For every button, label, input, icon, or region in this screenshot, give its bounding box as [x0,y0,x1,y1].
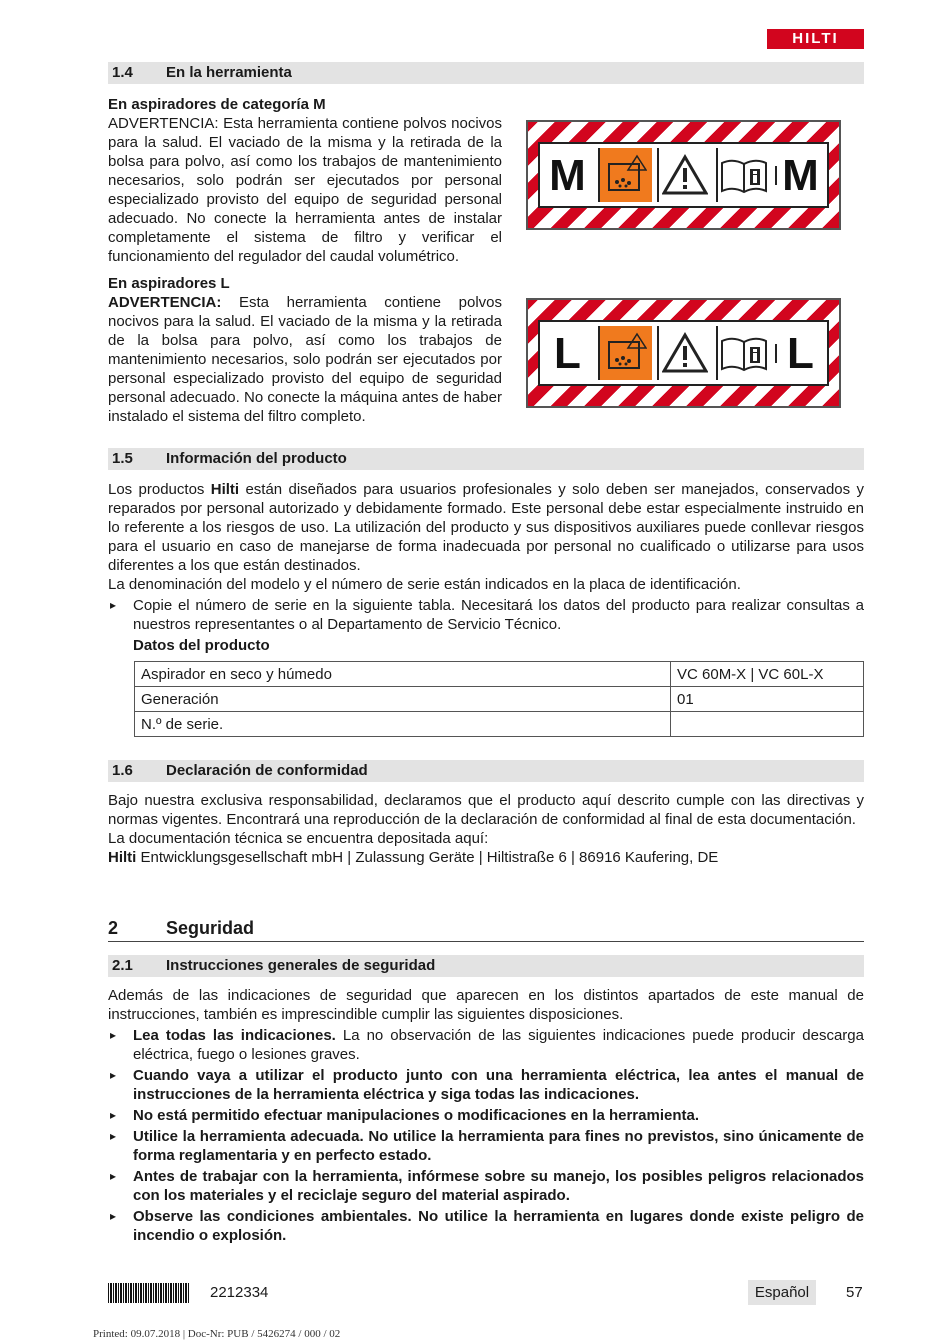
safety-instructions-block [108,986,864,1245]
m-category-subtitle: En aspiradores de categoría M [108,96,326,113]
safety-item: ▸ Observe las condiciones ambientales. No utilice la herramienta en lugares donde existe peligro de incendio o explosión. [108,1207,864,1245]
section-title: Declaración de conformidad [166,762,368,779]
brand-name: Hilti [210,481,240,498]
section-header-1-6 [108,760,864,782]
product-info-block [108,480,864,655]
chapter-number: 2 [108,918,119,938]
chapter-header-2 [108,915,864,942]
section-number: 1.5 [112,450,133,467]
chapter-title: Seguridad [166,918,255,938]
bold-text: Lea todas las indicaciones. [133,1027,336,1044]
read-manual-icon [716,326,770,380]
warning-text: Esta herramienta contiene polvos nocivos para la salud. El vaciado de la misma y la retirada de la bolsa para polvo, así como los trabajos de mantenimiento necesarios, solo podrán ser ejecutados por personal especializado provisto del equipo de seguridad personal adecuado. No conecte la máquina antes de haber instalado el sistema del filtro completo. [108,294,502,425]
warning-triangle-icon [657,148,711,202]
m-category-block [108,95,502,266]
model-info-paragraph: La denominación del modelo y el número de serie están indicados en la placa de identificación. [108,576,741,593]
l-class-sign [526,298,841,408]
warning-triangle-icon [657,326,711,380]
table-cell-value: VC 60M-X | VC 60L-X [671,662,864,687]
safety-item [108,1026,864,1064]
hilti-logo: HILTI [767,29,864,49]
address-text: Entwicklungsgesellschaft mbH | Zulassung Geräte | Hiltistraße 6 | 86916 Kaufering, DE [136,849,719,866]
product-data-title: Datos del producto [133,637,270,654]
table-cell-label: N.º de serie. [135,712,671,737]
table-row [135,712,864,737]
dust-hazard-icon [598,148,652,202]
text-span: están diseñados para usuarios profesionales y solo deben ser manejados, conservados y reparados por personal autorizado y debidamente formado. Este personal debe estar especialmente instruido en lo referente a los riesgos de uso. La utilización del producto y sus dispositivos auxiliares puede conllevar riesgos para el usuario en caso de manejarse de forma inadecuada por personal no cualificado o utilizarse para usos diferentes a los que están destinados. [108,481,864,574]
table-cell-label: Generación [135,687,671,712]
conformity-block [108,791,864,867]
page-number: 57 [846,1284,863,1301]
section-title: Información del producto [166,450,347,467]
technical-doc-paragraph: La documentación técnica se encuentra depositada aquí: [108,830,489,847]
section-number: 1.6 [112,762,133,779]
table-row [135,662,864,687]
table-cell-value: 01 [671,687,864,712]
section-title: Instrucciones generales de seguridad [166,957,436,974]
dust-hazard-icon [598,326,652,380]
l-category-subtitle: En aspiradores L [108,275,230,292]
barcode [108,1283,190,1303]
section-header-1-4 [108,62,864,84]
safety-item: ▸ Utilice la herramienta adecuada. No utilice la herramienta para fines no previstos, sino únicamente de forma reglamentaria y en perfecto estado. [108,1127,864,1165]
section-number: 2.1 [112,957,133,974]
text-span: Los productos [108,481,211,498]
table-row [135,687,864,712]
section-title: En la herramienta [166,64,292,81]
safety-item: ▸ Antes de trabajar con la herramienta, infórmese sobre su manejo, los posibles peligros relacionados con los materiales y el reciclaje seguro del material aspirado. [108,1167,864,1205]
safety-item: ▸ Cuando vaya a utilizar el producto junto con una herramienta eléctrica, lea antes el manual de instrucciones de la herramienta eléctrica y siga todas las indicaciones. [108,1066,864,1104]
serial-number-field[interactable] [671,712,864,737]
document-code: 2212334 [210,1284,269,1301]
language-label: Español [748,1280,816,1305]
safety-intro: Además de las indicaciones de seguridad que aparecen en los distintos apartados de este manual de instrucciones, también es imprescindible cumplir las siguientes disposiciones. [108,987,864,1023]
safety-item: ▸ No está permitido efectuar manipulaciones o modificaciones en la herramienta. [108,1106,864,1125]
table-cell-label: Aspirador en seco y húmedo [135,662,671,687]
section-header-2-1 [108,955,864,977]
serial-number-instruction: ▸ Copie el número de serie en la siguiente tabla. Necesitará los datos del producto para realizar consultas a nuestros representantes o al Departamento de Servicio Técnico. [108,596,864,634]
sign-letter-left: M [549,150,586,200]
text-span: La no observación de las siguientes indicaciones puede producir descarga eléctrica, fuego o lesiones graves. [133,1027,864,1063]
sign-letter-left: L [554,328,581,378]
warning-label: ADVERTENCIA: [108,294,222,311]
conformity-paragraph: Bajo nuestra exclusiva responsabilidad, declaramos que el producto aquí descrito cumple con las directivas y normas vigentes. Encontrará una reproducción de la declaración de conformidad al final de esta documentación. [108,792,864,828]
section-header-1-5 [108,448,864,470]
read-manual-icon [716,148,770,202]
m-class-sign [526,120,841,230]
m-category-warning: ADVERTENCIA: Esta herramienta contiene polvos nocivos para la salud. El vaciado de la misma y la retirada de la bolsa para polvo, así como los trabajos de mantenimiento necesarios, solo podrán ser ejecutados por personal especializado provisto del equipo de seguridad personal adecuado. No conecte la herramienta antes de instalar completamente el sistema de filtro y verificar el funcionamiento del regulador del caudal volumétrico. [108,115,502,265]
l-category-block [108,274,502,426]
brand-name: Hilti [108,849,137,866]
print-info: Printed: 09.07.2018 | Doc-Nr: PUB / 5426274 / 000 / 02 [93,1328,341,1340]
sign-letter-right: L [775,344,825,363]
sign-letter-right: M [775,166,825,185]
address-line [108,848,864,867]
product-info-paragraph [108,480,864,575]
l-category-warning [108,293,502,426]
section-number: 1.4 [112,64,133,81]
product-data-table [134,661,864,737]
